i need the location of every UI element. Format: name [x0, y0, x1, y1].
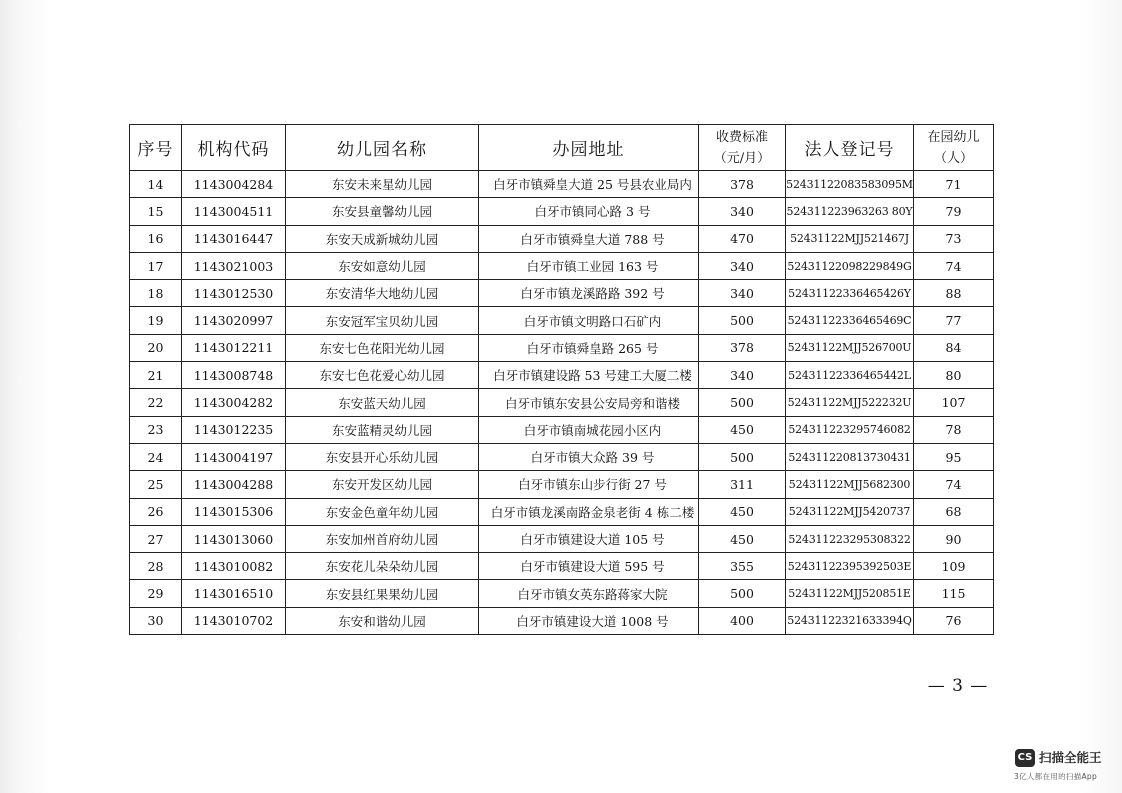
cell-fee: 311 [699, 471, 786, 498]
cell-org-code: 1143020997 [182, 307, 286, 334]
cell-fee: 340 [699, 252, 786, 279]
cell-fee: 400 [699, 607, 786, 634]
table-row [130, 225, 994, 252]
cell-address: 白牙市镇东安县公安局旁和谐楼 [479, 389, 699, 416]
cell-seq: 24 [130, 443, 182, 470]
cell-fee: 470 [699, 225, 786, 252]
cell-kindergarten-name: 东安加州首府幼儿园 [286, 525, 479, 552]
cell-seq: 22 [130, 389, 182, 416]
cell-seq: 25 [130, 471, 182, 498]
cell-seq: 20 [130, 334, 182, 361]
table-row [130, 553, 994, 580]
table-row [130, 580, 994, 607]
cell-legal-registration: 52431122083583095M [786, 171, 914, 198]
table-header [130, 125, 994, 171]
cell-enrollment: 90 [914, 525, 994, 552]
cell-legal-registration: 524311220813730431 [786, 443, 914, 470]
cell-legal-registration: 52431122336465426Y [786, 280, 914, 307]
cell-org-code: 1143010702 [182, 607, 286, 634]
table-row [130, 525, 994, 552]
cell-fee: 378 [699, 171, 786, 198]
cell-org-code: 1143004511 [182, 198, 286, 225]
cell-fee: 340 [699, 362, 786, 389]
cell-org-code: 1143012211 [182, 334, 286, 361]
cell-address: 白牙市镇舜皇路 265 号 [479, 334, 699, 361]
cell-kindergarten-name: 东安和谐幼儿园 [286, 607, 479, 634]
cell-fee: 500 [699, 443, 786, 470]
cell-kindergarten-name: 东安县红果果幼儿园 [286, 580, 479, 607]
table-row [130, 498, 994, 525]
cell-seq: 14 [130, 171, 182, 198]
cell-address: 白牙市镇舜皇大道 788 号 [479, 225, 699, 252]
kindergarten-table [129, 124, 994, 635]
table-body [130, 171, 994, 635]
cell-address: 白牙市镇建设路 53 号建工大厦二楼 [479, 362, 699, 389]
cell-org-code: 1143004197 [182, 443, 286, 470]
table-row [130, 307, 994, 334]
cell-legal-registration: 524311223295746082 [786, 416, 914, 443]
header-fee-line1: 收费标准 [715, 129, 768, 145]
cell-seq: 19 [130, 307, 182, 334]
table-row [130, 171, 994, 198]
cell-legal-registration: 52431122MJJ522232U [786, 389, 914, 416]
cell-legal-registration: 524311223963263 80Y [786, 198, 914, 225]
cell-seq: 21 [130, 362, 182, 389]
table-row [130, 252, 994, 279]
cell-enrollment: 84 [914, 334, 994, 361]
cell-enrollment: 80 [914, 362, 994, 389]
cell-address: 白牙市镇建设大道 1008 号 [479, 607, 699, 634]
header-enrollment [914, 125, 994, 171]
cell-kindergarten-name: 东安天成新城幼儿园 [286, 225, 479, 252]
cell-address: 白牙市镇舜皇大道 25 号县农业局内 [479, 171, 699, 198]
cell-seq: 29 [130, 580, 182, 607]
cell-kindergarten-name: 东安县童馨幼儿园 [286, 198, 479, 225]
cell-org-code: 1143021003 [182, 252, 286, 279]
table-row [130, 416, 994, 443]
cell-seq: 27 [130, 525, 182, 552]
page-number: — 3 — [927, 676, 989, 696]
header-kindergarten-name: 幼儿园名称 [286, 125, 479, 171]
cell-address: 白牙市镇建设大道 595 号 [479, 553, 699, 580]
cell-enrollment: 68 [914, 498, 994, 525]
cell-enrollment: 95 [914, 443, 994, 470]
cell-legal-registration: 52431122321633394Q [786, 607, 914, 634]
cell-legal-registration: 524311223295308322 [786, 525, 914, 552]
cell-enrollment: 109 [914, 553, 994, 580]
cell-legal-registration: 52431122MJJ520851E [786, 580, 914, 607]
table-row [130, 334, 994, 361]
table-row [130, 389, 994, 416]
cell-kindergarten-name: 东安花儿朵朵幼儿园 [286, 553, 479, 580]
cell-enrollment: 74 [914, 252, 994, 279]
cell-fee: 340 [699, 198, 786, 225]
header-fee-line2: （元/月） [713, 150, 771, 166]
cell-seq: 17 [130, 252, 182, 279]
cell-seq: 26 [130, 498, 182, 525]
cell-enrollment: 78 [914, 416, 994, 443]
cell-org-code: 1143015306 [182, 498, 286, 525]
cell-address: 白牙市镇文明路口石矿内 [479, 307, 699, 334]
cell-address: 白牙市镇女英东路蒋家大院 [479, 580, 699, 607]
cell-enrollment: 71 [914, 171, 994, 198]
scanner-watermark [1010, 747, 1110, 787]
cell-address: 白牙市镇大众路 39 号 [479, 443, 699, 470]
cell-enrollment: 74 [914, 471, 994, 498]
cell-enrollment: 107 [914, 389, 994, 416]
cell-fee: 450 [699, 525, 786, 552]
cell-org-code: 1143008748 [182, 362, 286, 389]
cell-address: 白牙市镇同心路 3 号 [479, 198, 699, 225]
cell-address: 白牙市镇工业园 163 号 [479, 252, 699, 279]
cell-kindergarten-name: 东安蓝天幼儿园 [286, 389, 479, 416]
cell-kindergarten-name: 东安清华大地幼儿园 [286, 280, 479, 307]
header-enrollment-line1: 在园幼儿 [927, 129, 980, 145]
header-legal-registration: 法人登记号 [786, 125, 914, 171]
cell-legal-registration: 52431122MJJ521467J [786, 225, 914, 252]
cell-enrollment: 77 [914, 307, 994, 334]
cell-seq: 16 [130, 225, 182, 252]
cell-enrollment: 76 [914, 607, 994, 634]
header-row [130, 125, 994, 171]
cell-address: 白牙市镇南城花园小区内 [479, 416, 699, 443]
cell-kindergarten-name: 东安如意幼儿园 [286, 252, 479, 279]
cell-kindergarten-name: 东安七色花爱心幼儿园 [286, 362, 479, 389]
table-row [130, 198, 994, 225]
cell-org-code: 1143004284 [182, 171, 286, 198]
cell-enrollment: 88 [914, 280, 994, 307]
cell-fee: 355 [699, 553, 786, 580]
cell-seq: 30 [130, 607, 182, 634]
cell-enrollment: 79 [914, 198, 994, 225]
cell-fee: 378 [699, 334, 786, 361]
table-row [130, 471, 994, 498]
cell-fee: 450 [699, 416, 786, 443]
cell-kindergarten-name: 东安未来星幼儿园 [286, 171, 479, 198]
cell-seq: 23 [130, 416, 182, 443]
cell-org-code: 1143004288 [182, 471, 286, 498]
cell-fee: 450 [699, 498, 786, 525]
cell-legal-registration: 52431122098229849G [786, 252, 914, 279]
table-row [130, 607, 994, 634]
cell-fee: 340 [699, 280, 786, 307]
header-org-code: 机构代码 [182, 125, 286, 171]
header-enrollment-line2: （人） [933, 150, 973, 166]
header-seq: 序号 [130, 125, 182, 171]
cell-fee: 500 [699, 389, 786, 416]
cell-legal-registration: 52431122MJJ526700U [786, 334, 914, 361]
watermark-tagline: 3亿人都在用的扫描App [1014, 772, 1098, 781]
cell-legal-registration: 52431122336465469C [786, 307, 914, 334]
cell-legal-registration: 52431122336465442L [786, 362, 914, 389]
table-row [130, 362, 994, 389]
cell-enrollment: 115 [914, 580, 994, 607]
cell-seq: 15 [130, 198, 182, 225]
cell-org-code: 1143016510 [182, 580, 286, 607]
cell-org-code: 1143013060 [182, 525, 286, 552]
table-row [130, 280, 994, 307]
cell-kindergarten-name: 东安县开心乐幼儿园 [286, 443, 479, 470]
cell-org-code: 1143004282 [182, 389, 286, 416]
cell-org-code: 1143012530 [182, 280, 286, 307]
watermark-app-name: 扫描全能王 [1039, 750, 1102, 765]
camscanner-logo-icon: CS [1015, 749, 1035, 767]
cell-legal-registration: 52431122MJJ5682300 [786, 471, 914, 498]
cell-kindergarten-name: 东安蓝精灵幼儿园 [286, 416, 479, 443]
cell-kindergarten-name: 东安冠军宝贝幼儿园 [286, 307, 479, 334]
cell-seq: 18 [130, 280, 182, 307]
cell-fee: 500 [699, 580, 786, 607]
cell-seq: 28 [130, 553, 182, 580]
cell-kindergarten-name: 东安七色花阳光幼儿园 [286, 334, 479, 361]
cell-legal-registration: 52431122MJJ5420737 [786, 498, 914, 525]
cell-address: 白牙市镇龙溪南路金泉老街 4 栋二楼 [479, 498, 699, 525]
cell-address: 白牙市镇龙溪路路 392 号 [479, 280, 699, 307]
header-fee [699, 125, 786, 171]
cell-legal-registration: 52431122395392503E [786, 553, 914, 580]
cell-kindergarten-name: 东安开发区幼儿园 [286, 471, 479, 498]
table-row [130, 443, 994, 470]
cell-org-code: 1143012235 [182, 416, 286, 443]
cell-address: 白牙市镇东山步行街 27 号 [479, 471, 699, 498]
cell-fee: 500 [699, 307, 786, 334]
cell-kindergarten-name: 东安金色童年幼儿园 [286, 498, 479, 525]
cell-enrollment: 73 [914, 225, 994, 252]
cell-org-code: 1143016447 [182, 225, 286, 252]
cell-address: 白牙市镇建设大道 105 号 [479, 525, 699, 552]
header-address: 办园地址 [479, 125, 699, 171]
cell-org-code: 1143010082 [182, 553, 286, 580]
